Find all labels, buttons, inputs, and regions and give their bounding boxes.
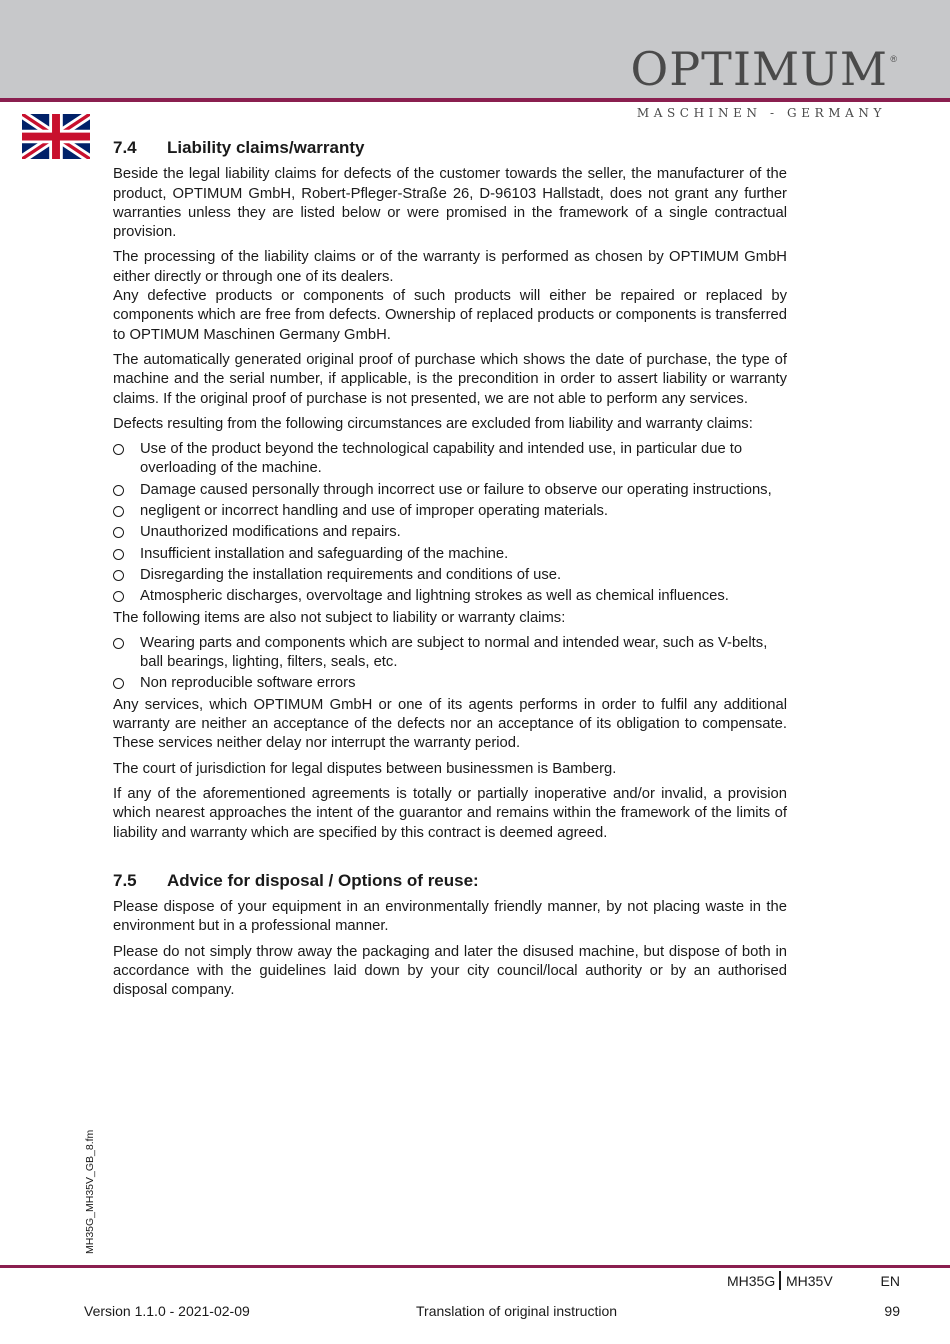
footer-model-a: MH35G — [727, 1273, 776, 1289]
bullet-icon — [113, 527, 124, 538]
paragraph: Beside the legal liability claims for defects of the customer towards the seller, the manufacturer of the product, OPTIMUM GmbH, Robert-Pfleger-Straße 26, D-96103 Hallstadt, does not grant any further warranties unless they are listed below or were promised in the framework of a single contractual provision. — [113, 166, 787, 241]
paragraph: The processing of the liability claims or of the warranty is performed as chosen by OPTIMUM GmbH either directly or through one of its dealers. — [113, 249, 787, 285]
list-item — [113, 545, 787, 564]
section-title: Liability claims/warranty — [167, 138, 365, 157]
bullet-icon — [113, 549, 124, 560]
list-item-text: Wearing parts and components which are subject to normal and intended wear, such as V-belts, ball bearings, lighting, filters, seals, etc. — [140, 634, 768, 671]
footer-separator — [779, 1271, 781, 1290]
list-item-text: negligent or incorrect handling and use of improper operating materials. — [140, 503, 609, 520]
footer-model-b: MH35V — [786, 1273, 833, 1289]
paragraph: The following items are also not subject to liability or warranty claims: — [113, 609, 566, 626]
paragraph: Any defective products or components of such products will either be repaired or replaced by components which are free from defects. Ownership of replaced products or components is transferred to OPTIMUM Maschinen Germany GmbH. — [113, 288, 787, 343]
list-item-text: Use of the product beyond the technological capability and intended use, in particular due to overloading of the machine. — [140, 441, 743, 477]
logo-registered-mark: ® — [890, 54, 897, 64]
page-content — [113, 138, 787, 1007]
section-number: 7.5 — [113, 870, 137, 890]
list-item — [113, 674, 787, 693]
page-number: 99 — [884, 1303, 900, 1319]
footer-version: Version 1.1.0 - 2021-02-09 — [84, 1303, 250, 1319]
list-item — [113, 523, 787, 542]
list-item-text: Insufficient installation and safeguarding of the machine. — [140, 545, 509, 562]
also-excluded-list — [113, 634, 787, 694]
list-item — [113, 587, 787, 606]
section-title: Advice for disposal / Options of reuse: — [167, 870, 479, 890]
bullet-icon — [113, 638, 124, 649]
paragraph: Please do not simply throw away the packaging and later the disused machine, but dispose of both in accordance with the guidelines laid down by your city council/local authority or by an authorised disposal company. — [113, 943, 787, 999]
footer-document-type: Translation of original instruction — [416, 1303, 618, 1319]
logo-subtitle: MASCHINEN - GERMANY — [636, 106, 886, 120]
uk-flag-icon — [22, 114, 90, 159]
bullet-icon — [113, 591, 124, 602]
list-item-text: Unauthorized modifications and repairs. — [140, 524, 401, 541]
bullet-icon — [113, 485, 124, 496]
optimum-logo: OPTIMUM — [630, 42, 888, 96]
paragraph: If any of the aforementioned agreements is totally or partially inoperative and/or invalid, a provision which nearest approaches the intent of the guarantor and remains within the framework of the limits of liability and warranty which are specified by this contract is deemed agreed. — [113, 785, 787, 841]
list-item — [113, 481, 787, 500]
list-item — [113, 440, 787, 479]
list-item-text: Atmospheric discharges, overvoltage and lightning strokes as well as chemical influences. — [140, 588, 729, 605]
bullet-icon — [113, 506, 124, 517]
bullet-icon — [113, 444, 124, 455]
bullet-icon — [113, 570, 124, 581]
paragraph: Any services, which OPTIMUM GmbH or one of its agents performs in order to fulfil any additional warranty are neither an acceptance of the defects nor an acceptance of its obligation to compensate. These services neither delay nor interrupt the warranty period. — [113, 696, 787, 752]
paragraph: The court of jurisdiction for legal disputes between businessmen is Bamberg. — [113, 760, 617, 777]
footer-rule — [0, 1265, 950, 1268]
list-item — [113, 502, 787, 521]
paragraph: Please dispose of your equipment in an environmentally friendly manner, by not placing waste in the environment but in a professional manner. — [113, 899, 787, 935]
footer-language: EN — [880, 1273, 900, 1289]
paragraph: Defects resulting from the following circumstances are excluded from liability and warranty claims: — [113, 415, 753, 432]
file-name-label: MH35G_MH35V_GB_8.fm — [84, 1129, 96, 1254]
header-rule — [0, 98, 950, 102]
paragraph: The automatically generated original proof of purchase which shows the date of purchase, the type of machine and the serial number, if applicable, is the precondition in order to assert liability or warranty claims. If the original proof of purchase is not presented, we are not able to perform any services. — [113, 351, 787, 407]
list-item — [113, 566, 787, 585]
list-item-text: Non reproducible software errors — [140, 675, 356, 692]
excluded-list — [113, 440, 787, 606]
list-item-text: Damage caused personally through incorrect use or failure to observe our operating instructions, — [140, 481, 772, 498]
section-heading-7-4 — [113, 138, 787, 157]
section-number: 7.4 — [113, 138, 137, 157]
bullet-icon — [113, 678, 124, 689]
list-item — [113, 634, 787, 673]
section-gap — [113, 849, 787, 871]
list-item-text: Disregarding the installation requirements and conditions of use. — [140, 566, 562, 583]
section-heading-7-5 — [113, 871, 787, 890]
